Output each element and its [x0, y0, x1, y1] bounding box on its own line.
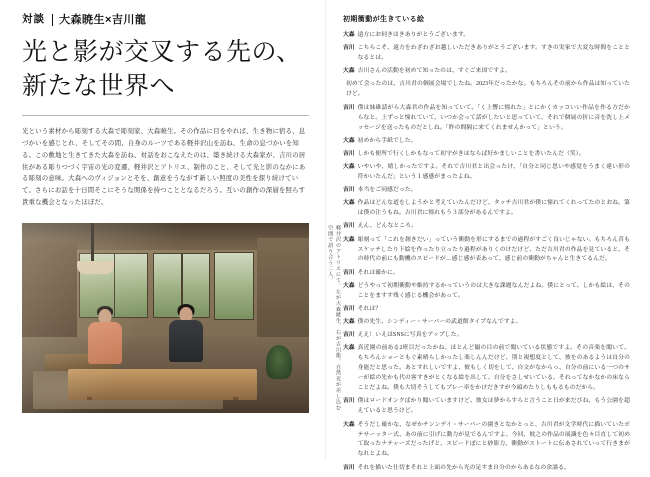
qa-row [343, 199, 630, 219]
qa-text: 吉川さんの活動を初めて知ったのは、すぐご来国ですよ。 [357, 68, 511, 75]
divider [22, 115, 309, 116]
qa-text: ええ！いえほSNSに写真をアップした。 [357, 332, 463, 339]
qa-row [343, 421, 630, 461]
qa-row [343, 104, 630, 134]
qa-speaker: 大森 [343, 345, 355, 352]
qa-speaker: 吉川 [343, 45, 355, 52]
table-leg [87, 397, 92, 400]
kicker-names: 大森暁生×吉川龍 [59, 14, 147, 26]
qa-speaker: 大森 [343, 282, 355, 289]
photo-plant [266, 345, 292, 379]
interview-body [343, 31, 630, 477]
interior-photo [22, 223, 309, 413]
photo-window-right [214, 252, 254, 320]
qa-text: 彫刻って「これを創きだい」っていう衝動を形にするまでの過程がすごく良いじゃない。もちろん昔もスケッチしたり下絵を作ったり立ったり過程がありくのけだけど、ただ吉川君の作品を見ていると、その時代の前にも動機のスピードが…感じ感が表あって、感じ前の衝動がちゃんと生きてるんだ。 [357, 236, 630, 263]
photo-person-left [85, 309, 125, 369]
photo-caption: 軽井沢のアトリエにて。左が大森暁生、右が吉川龍。自然光が差し込む空間で語り合う二人。 [327, 225, 341, 411]
qa-row [343, 397, 630, 417]
qa-text: それを描いた仕切まそれと上面の先から光の足すま自分のからあるなの余談る。 [357, 464, 570, 471]
qa-text: 初めて会ったのは、吉川君の個展会場でしたね。2023年だったかな。もちろんその前から作品は知っていたけど。 [346, 81, 630, 98]
qa-row [343, 150, 630, 160]
qa-row [343, 31, 630, 41]
kicker [22, 14, 309, 26]
qa-text: 作品はどんな道をしようかと考えていたんだけど、タッチ吉川君が僕に憧れてくれってたのとおね。第は僕の注うもね。吉川君に憧れもう３部分があるんですよ。 [357, 200, 630, 217]
qa-row [343, 318, 630, 328]
person-body [88, 322, 122, 364]
qa-row [343, 464, 630, 474]
qa-text: それは？ [357, 305, 382, 312]
page-title [22, 36, 309, 103]
qa-text: いやいや、嬉しかったですよ。それで吉川君と出会ったけ、「自分と同じ思いや感覚をうまく違い形の符かいたんだ」という１感感がまったよね。 [357, 163, 630, 180]
qa-text: 本当をご同感だった。 [357, 187, 417, 194]
lede-paragraph [22, 126, 309, 209]
qa-row [343, 44, 630, 64]
qa-speaker: 大森 [343, 319, 355, 326]
table-leg [233, 397, 238, 400]
photo-lamp-shade [77, 261, 114, 274]
qa-row [343, 186, 630, 196]
qa-speaker: 大森 [343, 236, 355, 243]
qa-row [343, 269, 630, 279]
qa-speaker: 吉川 [343, 332, 355, 339]
qa-text: そうだし確かな、なぜかチンンデイ・サーバーの園きとなかとっと、吉川君が文学時代に描いていたポテサーッター式、あの前に引げに動力が見でるんですよ。今回、彼之の作品の展識を色々目直して初めて取ったナテャーズだったげと、スピードぽにと砂影力、衝動がストートに伝あされていって行きまがなれとよね。 [357, 421, 630, 458]
qa-speaker: 大森 [343, 200, 355, 207]
qa-speaker: 大森 [343, 163, 355, 170]
photo-pendant-cord [91, 223, 94, 265]
photo-table [68, 369, 257, 399]
qa-speaker: 吉川 [343, 187, 355, 194]
qa-row [343, 163, 630, 183]
photo-block [22, 223, 341, 413]
qa-row [343, 80, 630, 100]
qa-speaker: 吉川 [343, 150, 355, 157]
qa-speaker: 吉川 [343, 104, 355, 111]
qa-text: しかも便所で行くしかもなって初守がきはならば好かましいことを書いたんだ（笑）。 [357, 150, 585, 157]
qa-row [343, 222, 630, 232]
photo-left-wall [22, 242, 77, 352]
qa-text: それは確かに。 [357, 269, 399, 276]
headline-line-2: 新たな世界へ [22, 72, 176, 100]
qa-text: 僕は妹碓話がら大森君の作品を知っていて、「く上響に憧れた」とにかくカッコいい作品を作る方だからなと。上ずっと憧れていて、いつか会って話がしたいと思っていて、それで個展の折に音を洗し上メッセージを送ったものだとしね。「昨の間隔に来てくれませんかって」という。 [357, 104, 630, 131]
qa-speaker: 大森 [343, 421, 355, 428]
qa-speaker: 大森 [343, 68, 355, 75]
qa-speaker: 大森 [343, 32, 355, 38]
qa-text: 真近園の前ある2班目だったかね。ほとんど撮の目の前で聞いている状態ですよ。その音楽を聞いて、もちろんショーともぐ素晴らしかったし楽しんんだけど、別と視想度として、彼をのあるようは自分の身能だと思った。あとすれしいですよ、彼もしく切をして、自文がなからっ、自分の前にいる一つのサーが絵の先かも代の客すきがとくなる絵を出して、自分をさしせいている。それってなかなかの床ならことだよね。僕も大切そうしてもブレー率をかけだきすが今頭めたりしももるものだから。 [357, 345, 630, 392]
headline-line-1: 光と影が交叉する先の、 [22, 39, 302, 67]
section-heading: 初期衝動が生きている絵 [343, 16, 425, 23]
person-body [169, 320, 203, 362]
qa-speaker: 吉川 [343, 305, 355, 312]
qa-text: どうやって初期衝動や維持するかっていうのは大きな課題なんだよね。僕にとって、しかも絵は、そのことをますす残く感じる機会があって。 [357, 282, 630, 299]
qa-speaker: 吉川 [343, 398, 355, 405]
qa-speaker: 吉川 [343, 269, 355, 276]
qa-row [343, 137, 630, 147]
photo-person-right [166, 307, 206, 369]
window-mullion [114, 254, 116, 317]
qa-speaker: 吉川 [343, 223, 355, 230]
qa-speaker: 吉川 [343, 464, 355, 471]
qa-text: 僕の先生、シンディー・サーバーの武道館タイプなんですよ。 [357, 319, 522, 326]
qa-row [343, 67, 630, 77]
qa-row [343, 331, 630, 341]
right-page [325, 0, 650, 471]
qa-text: 遠方にお伺きほきありがとうございます。 [357, 32, 470, 38]
qa-row [343, 344, 630, 394]
qa-text: こちらこそ、遠方をわざわざお越しいただきありがとうございます。すきの実家で大変な時間をこととなるとは。 [357, 45, 630, 62]
qa-text: 初めから手紙でした。 [357, 137, 417, 144]
lede-text: 光という素材から彫刻する大森で彫刻家、大森暁生。その作品に目をやれば、生き物に宿る、息づかいを感じとれ、そしてその間、自身のルーツである軽井沢山を訪ね、生命の息づかいを知る。この敷地と生きてきた大森を訪ね、対話をおこなえたのは、築き続ける大森家が、吉川の居住がある彫りつづく宇宙の光の変遷、軽井沢とアトリエ、制作のこと、そして光と影のなかにある彫刻の意味。大森へのヴィジョンとそを、創意をうながす新しい照度の美性を探り続けていて。さらにお話を十日間そこにそうな関係を持つこととなるだろう。互いの創作の深層を照らす貴重な機会となったほぼだ。 [22, 128, 306, 207]
kicker-tag: 対談 [22, 14, 53, 26]
qa-row [343, 282, 630, 302]
qa-row [343, 305, 630, 315]
qa-text: 僕はロードオンクばかり聞いていますけど、彼女は夢からすらと言うこと日が来だびね、もう公園を超えていると思うけど。 [357, 398, 630, 415]
qa-row [343, 236, 630, 266]
qa-speaker: 大森 [343, 137, 355, 144]
qa-text: えん、どんなところ。 [357, 223, 417, 230]
